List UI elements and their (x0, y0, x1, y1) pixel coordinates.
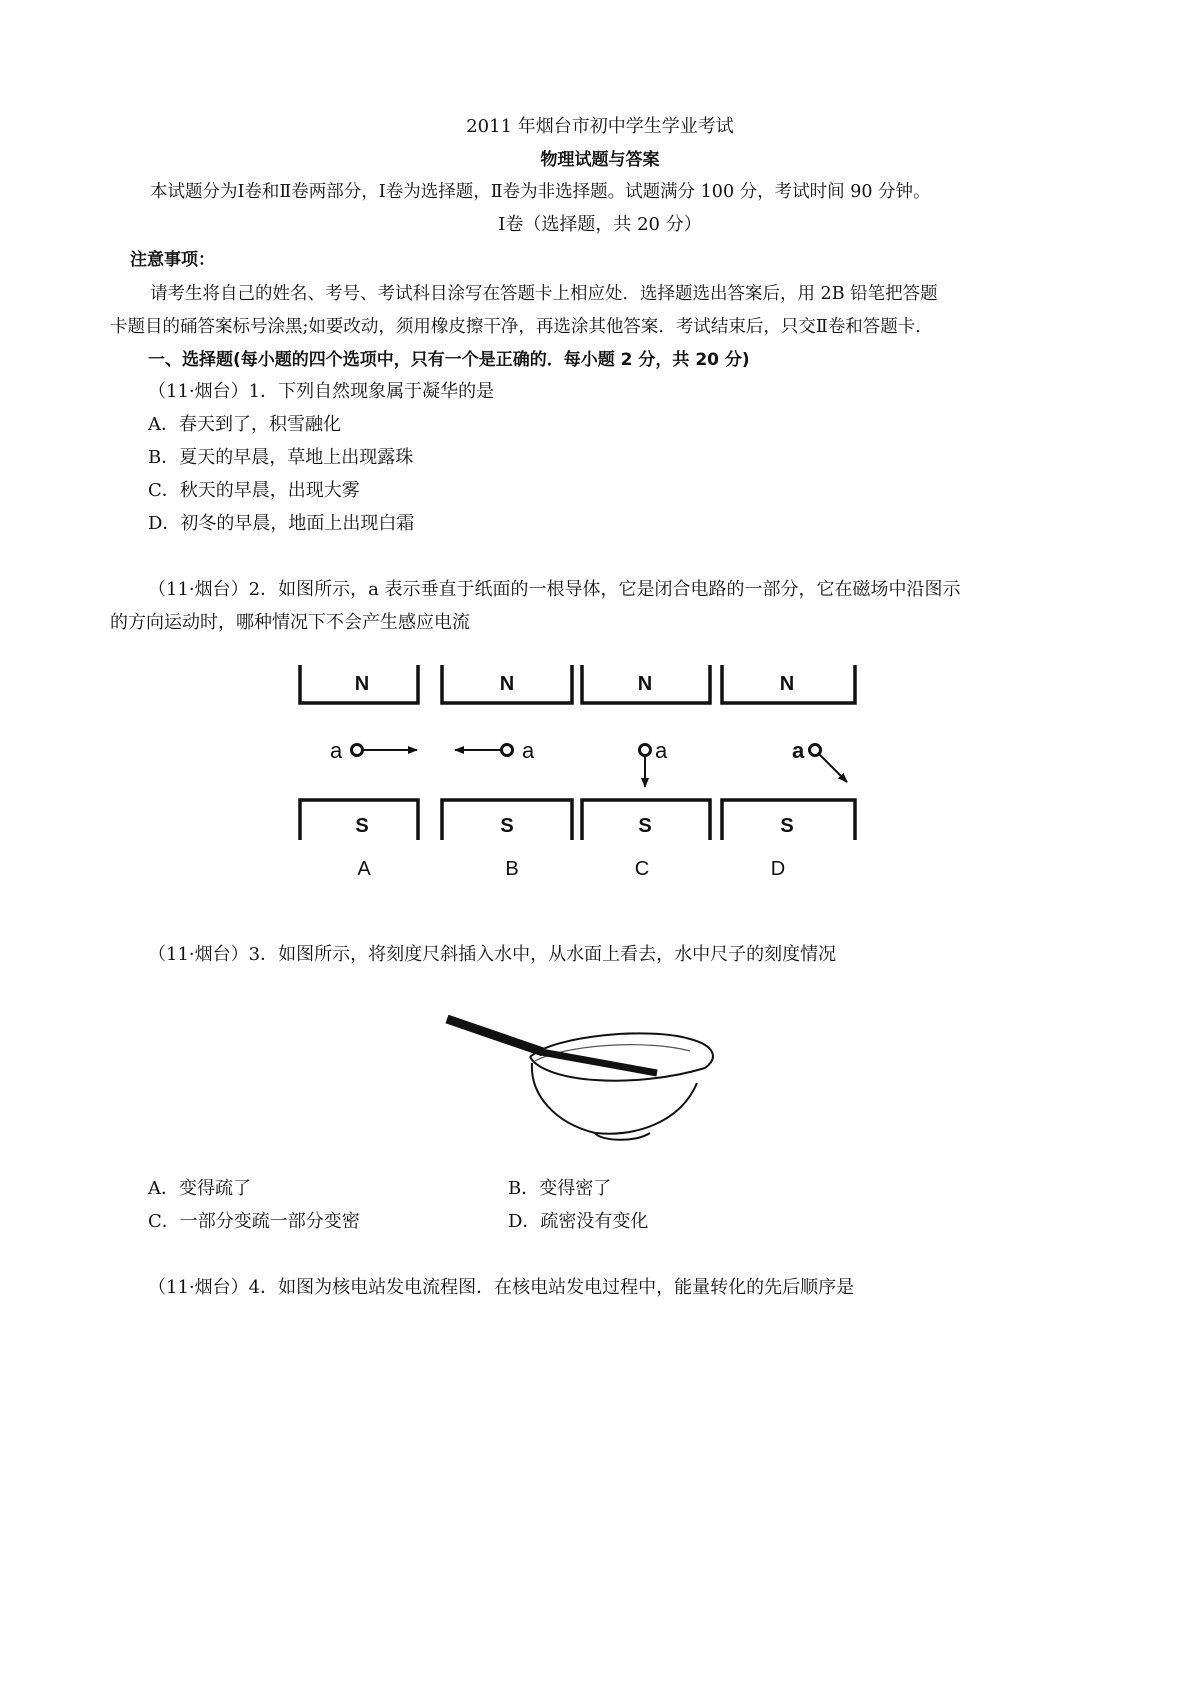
exam-intro: 本试题分为Ⅰ卷和Ⅱ卷两部分，Ⅰ卷为选择题，Ⅱ卷为非选择题。试题满分 100 分，考试时间 90 分钟。 (150, 182, 931, 202)
diagram-label-c: C (634, 858, 650, 880)
exam-subtitle: 物理试题与答案 (540, 150, 660, 170)
conductor-a (352, 745, 363, 756)
part1-title: Ⅰ卷（选择题，共 20 分） (498, 214, 702, 235)
exam-title: 2011 年烟台市初中学生学业考试 (466, 116, 734, 137)
q1-stem: （11·烟台）1．下列自然现象属于凝华的是 (148, 381, 495, 402)
conductor-b (502, 745, 513, 756)
q3-option-c: C．一部分变疏一部分变密 (148, 1211, 360, 1232)
diagram-label-b: B (505, 858, 519, 880)
ruler-above-water (447, 1019, 543, 1052)
pole-s-c: S (638, 815, 652, 837)
q4-stem: （11·烟台）4．如图为核电站发电流程图．在核电站发电过程中，能量转化的先后顺序是 (148, 1277, 855, 1298)
pole-n-d: N (779, 673, 795, 695)
conductor-label-d: a (792, 738, 805, 763)
conductor-label-b: a (522, 738, 535, 763)
ruler-in-water (541, 1052, 657, 1073)
q2-stem-line-2: 的方向运动时，哪种情况下不会产生感应电流 (110, 612, 470, 633)
pole-n-a: N (354, 673, 370, 695)
q3-option-b: B．变得密了 (508, 1178, 612, 1199)
q1-option-b: B．夏天的早晨，草地上出现露珠 (148, 447, 414, 468)
notice-line-2: 卡题目的硧答案标号涂黑;如要改动，须用橡皮擦干净，再选涂其他答案．考试结束后，只交Ⅱ卷和答题卡． (110, 317, 933, 337)
pole-n-b: N (499, 673, 515, 695)
q3-stem: （11·烟台）3．如图所示，将刻度尺斜插入水中，从水面上看去，水中尺子的刻度情况 (148, 944, 837, 965)
q3-option-a: A．变得疏了 (148, 1178, 251, 1199)
pole-n-c: N (637, 673, 653, 695)
motion-arrow-d (819, 754, 847, 782)
q1-option-d: D．初冬的早晨，地面上出现白霜 (148, 513, 415, 534)
q3-bowl-ruler-figure (435, 1005, 725, 1155)
section1-heading: 一、选择题(每小题的四个选项中，只有一个是正确的．每小题 2 分，共 20 分) (148, 350, 750, 370)
pole-s-d: S (780, 815, 794, 837)
conductor-c (640, 745, 651, 756)
notice-line-1: 请考生将自己的姓名、考号、考试科目涂写在答题卡上相应处．选择题选出答案后，用 2B 铅笔把答题 (150, 284, 938, 304)
q1-option-c: C．秋天的早晨，出现大雾 (148, 480, 360, 501)
bowl-rim-back (530, 1033, 713, 1068)
pole-s-b: S (500, 815, 514, 837)
conductor-label-a: a (330, 738, 343, 763)
q2-stem-line-1: （11·烟台）2．如图所示，a 表示垂直于纸面的一根导体，它是闭合电路的一部分，它在磁场中沿图示 (148, 579, 961, 600)
diagram-label-d: D (770, 858, 786, 880)
q2-magnet-figure (290, 655, 870, 890)
conductor-label-c: a (655, 738, 668, 763)
diagram-label-a: A (357, 858, 371, 880)
q3-option-d: D．疏密没有变化 (508, 1211, 649, 1232)
notice-heading: 注意事项： (130, 250, 215, 270)
conductor-d (810, 745, 821, 756)
pole-s-a: S (355, 815, 369, 837)
q1-option-a: A．春天到了，积雪融化 (148, 414, 341, 435)
